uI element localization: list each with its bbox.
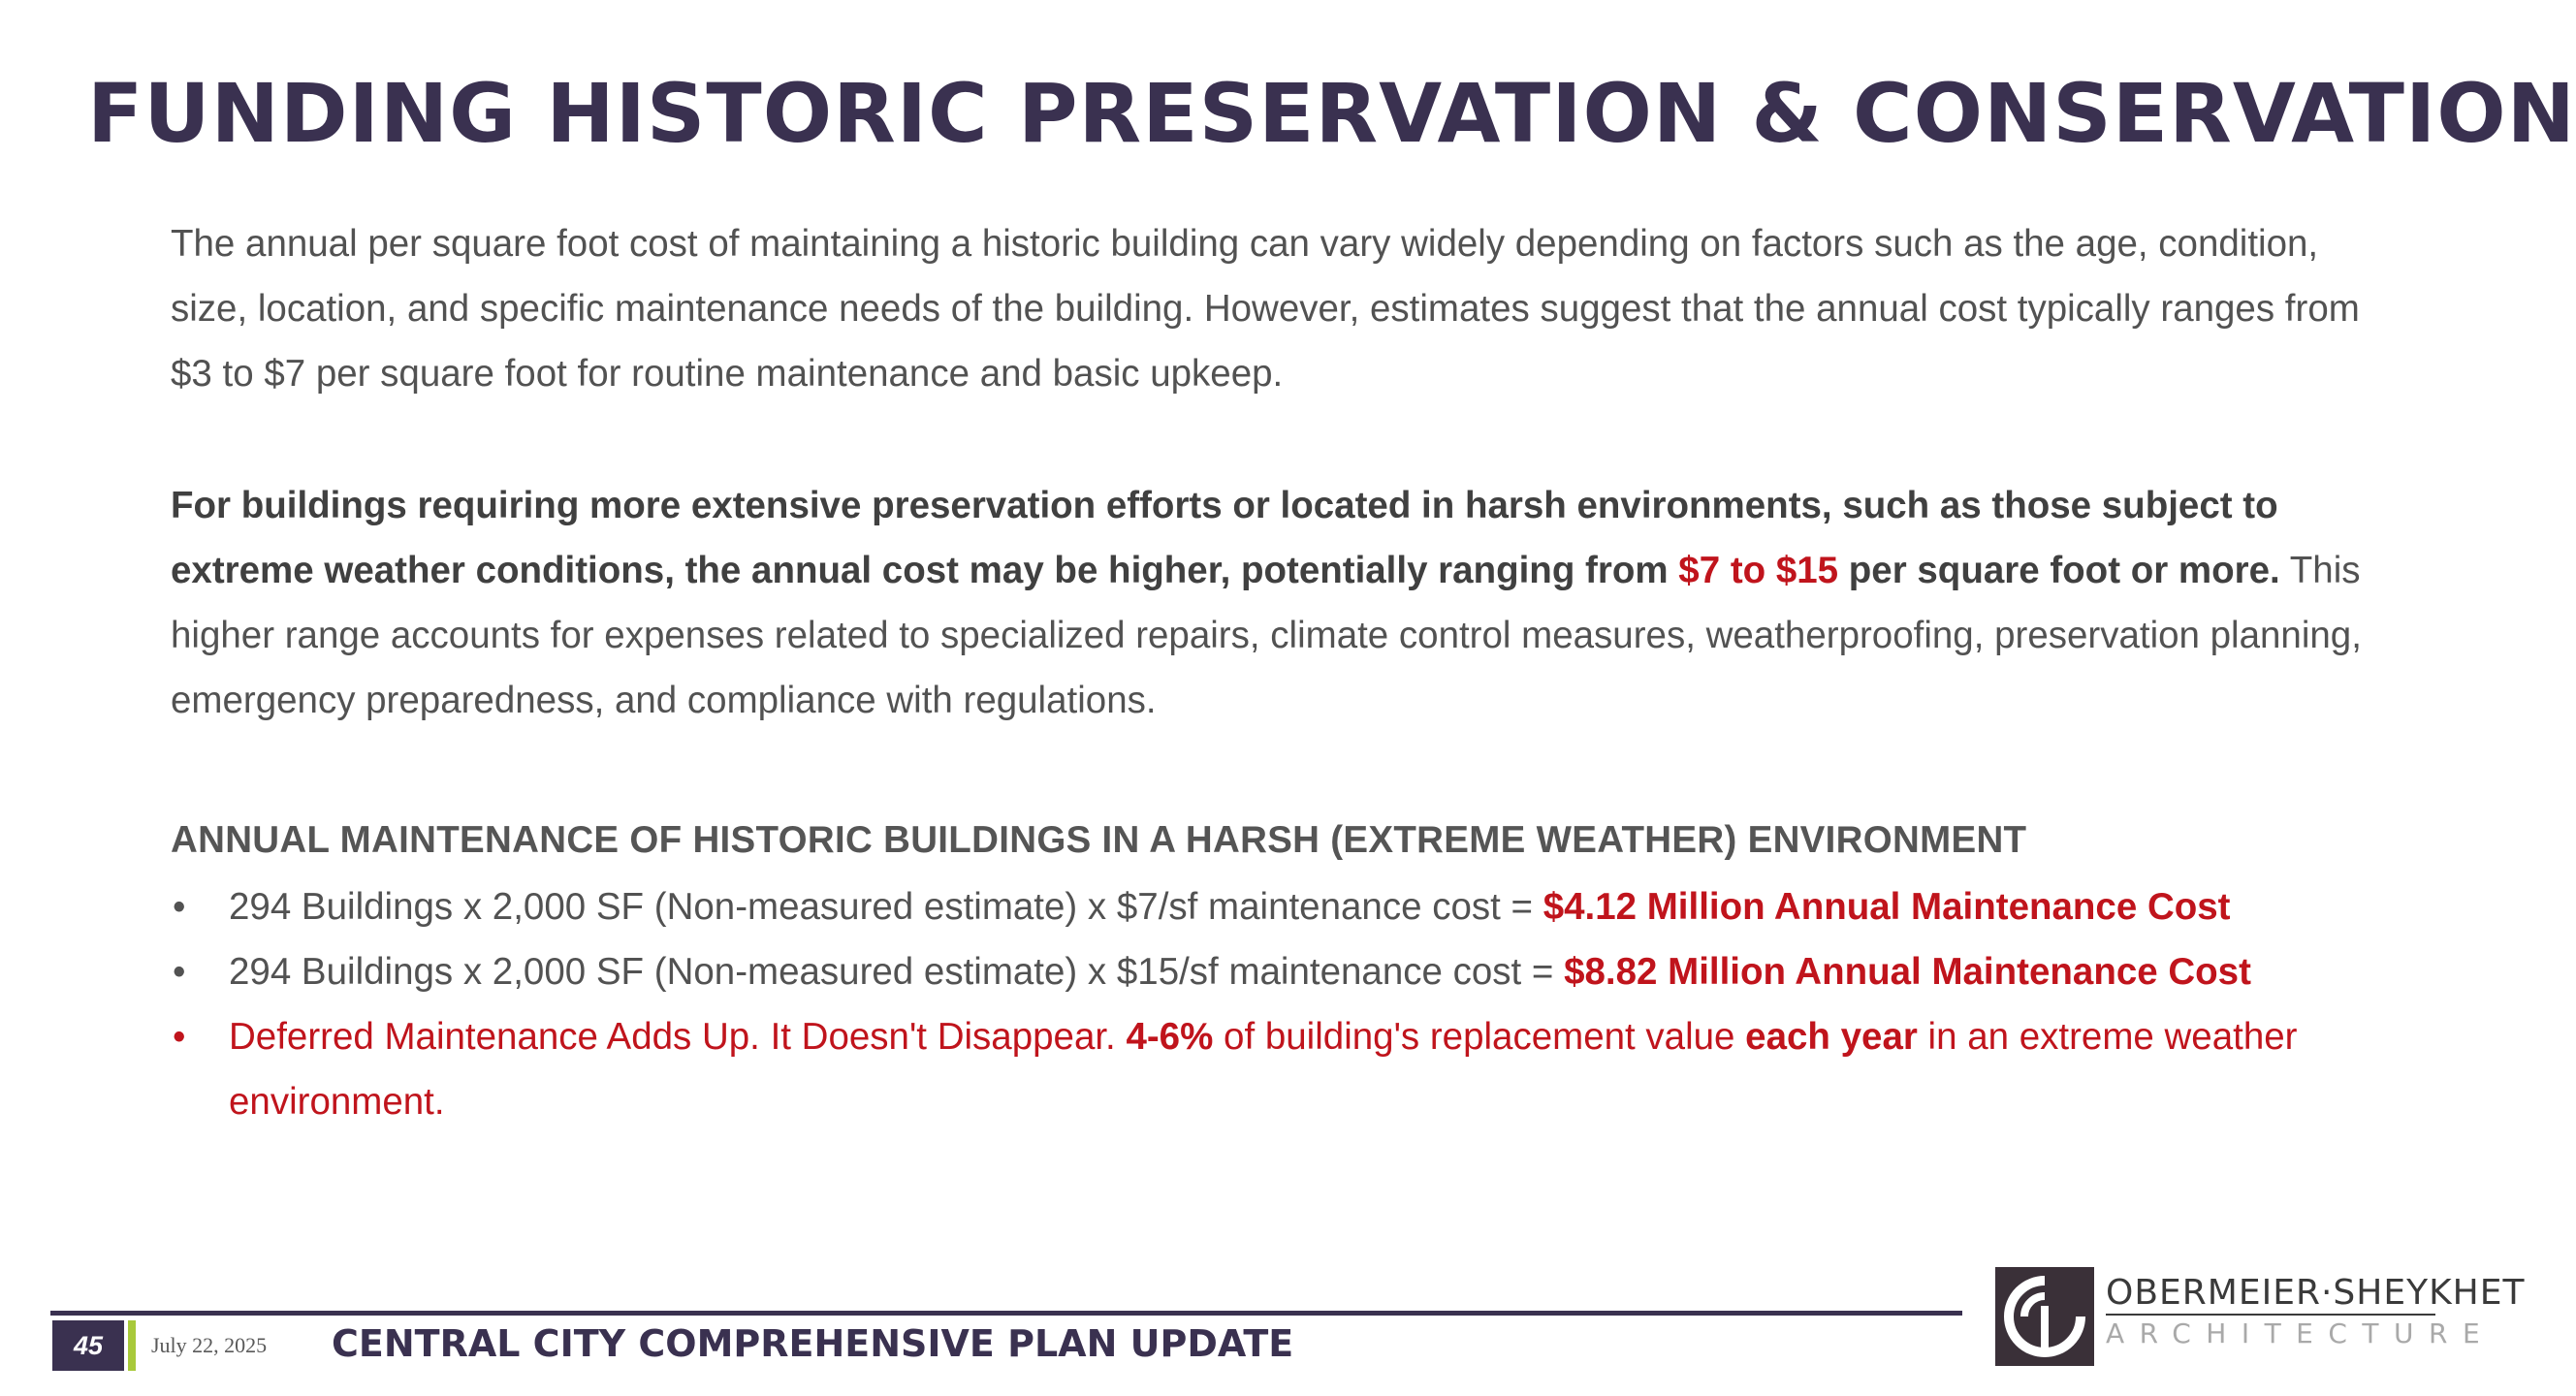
bullet-each-year-highlight: each year — [1745, 1016, 1918, 1058]
maintenance-bullet-list — [171, 874, 2401, 1134]
cost-range-highlight: $7 to $15 — [1678, 550, 1839, 591]
bullet-text: Deferred Maintenance Adds Up. It Doesn't Disappear. — [229, 1016, 1127, 1058]
page-number: 45 — [52, 1320, 124, 1371]
footer-divider — [50, 1311, 1962, 1316]
extended-cost-lead: For buildings requiring more extensive preservation efforts or located in harsh environments, such as those subject to extreme weather conditions, the annual cost may be higher, potentially ranging from — [171, 485, 2278, 591]
list-item — [171, 1004, 2401, 1134]
footer-date: July 22, 2025 — [151, 1333, 268, 1357]
firm-logo-name: OBERMEIER·SHEYKHET — [2106, 1273, 2526, 1313]
bullet-text: in an extreme weather environment. — [229, 1016, 2298, 1123]
bullet-cost-highlight: $4.12 Million Annual Maintenance Cost — [1542, 886, 2231, 928]
extended-cost-lead-end: per square foot or more. — [1838, 550, 2280, 591]
extended-cost-detail: This higher range accounts for expenses related to specialized repairs, climate control measures, weatherproofing, preservation planning, emergency preparedness, and compliance with regulations. — [171, 550, 2362, 721]
page-title: FUNDING HISTORIC PRESERVATION & CONSERVATION — [87, 66, 2576, 161]
bullet-marker: • — [173, 1016, 186, 1058]
maintenance-section-heading: ANNUAL MAINTENANCE OF HISTORIC BUILDINGS IN A HARSH (EXTREME WEATHER) ENVIRONMENT — [171, 819, 2027, 861]
bullet-text: 294 Buildings x 2,000 SF (Non-measured estimate) x $15/sf maintenance cost = — [229, 951, 1565, 993]
bullet-percent-highlight: 4-6% — [1126, 1016, 1214, 1058]
footer-plan-title: CENTRAL CITY COMPREHENSIVE PLAN UPDATE — [332, 1322, 1294, 1365]
firm-logo-subtitle: ARCHITECTURE — [2106, 1317, 2496, 1349]
bullet-text: of building's replacement value — [1213, 1016, 1746, 1058]
intro-paragraph: The annual per square foot cost of maintaining a historic building can vary widely depending on factors such as the age, condition, size, location, and specific maintenance needs of the building. However, estimates suggest that the annual cost typically ranges from $3 to $7 per square foot for routine maintenance and basic upkeep. — [171, 223, 2360, 395]
footer-accent-bar — [128, 1320, 136, 1371]
list-item — [171, 874, 2401, 939]
bullet-text: 294 Buildings x 2,000 SF (Non-measured estimate) x $7/sf maintenance cost = — [229, 886, 1543, 928]
extended-cost-paragraph — [171, 473, 2391, 733]
firm-logo-icon — [1995, 1267, 2094, 1366]
bullet-marker: • — [173, 886, 186, 928]
bullet-cost-highlight: $8.82 Million Annual Maintenance Cost — [1564, 951, 2251, 993]
list-item — [171, 939, 2401, 1004]
firm-logo-divider — [2106, 1314, 2435, 1316]
bullet-marker: • — [173, 951, 186, 993]
